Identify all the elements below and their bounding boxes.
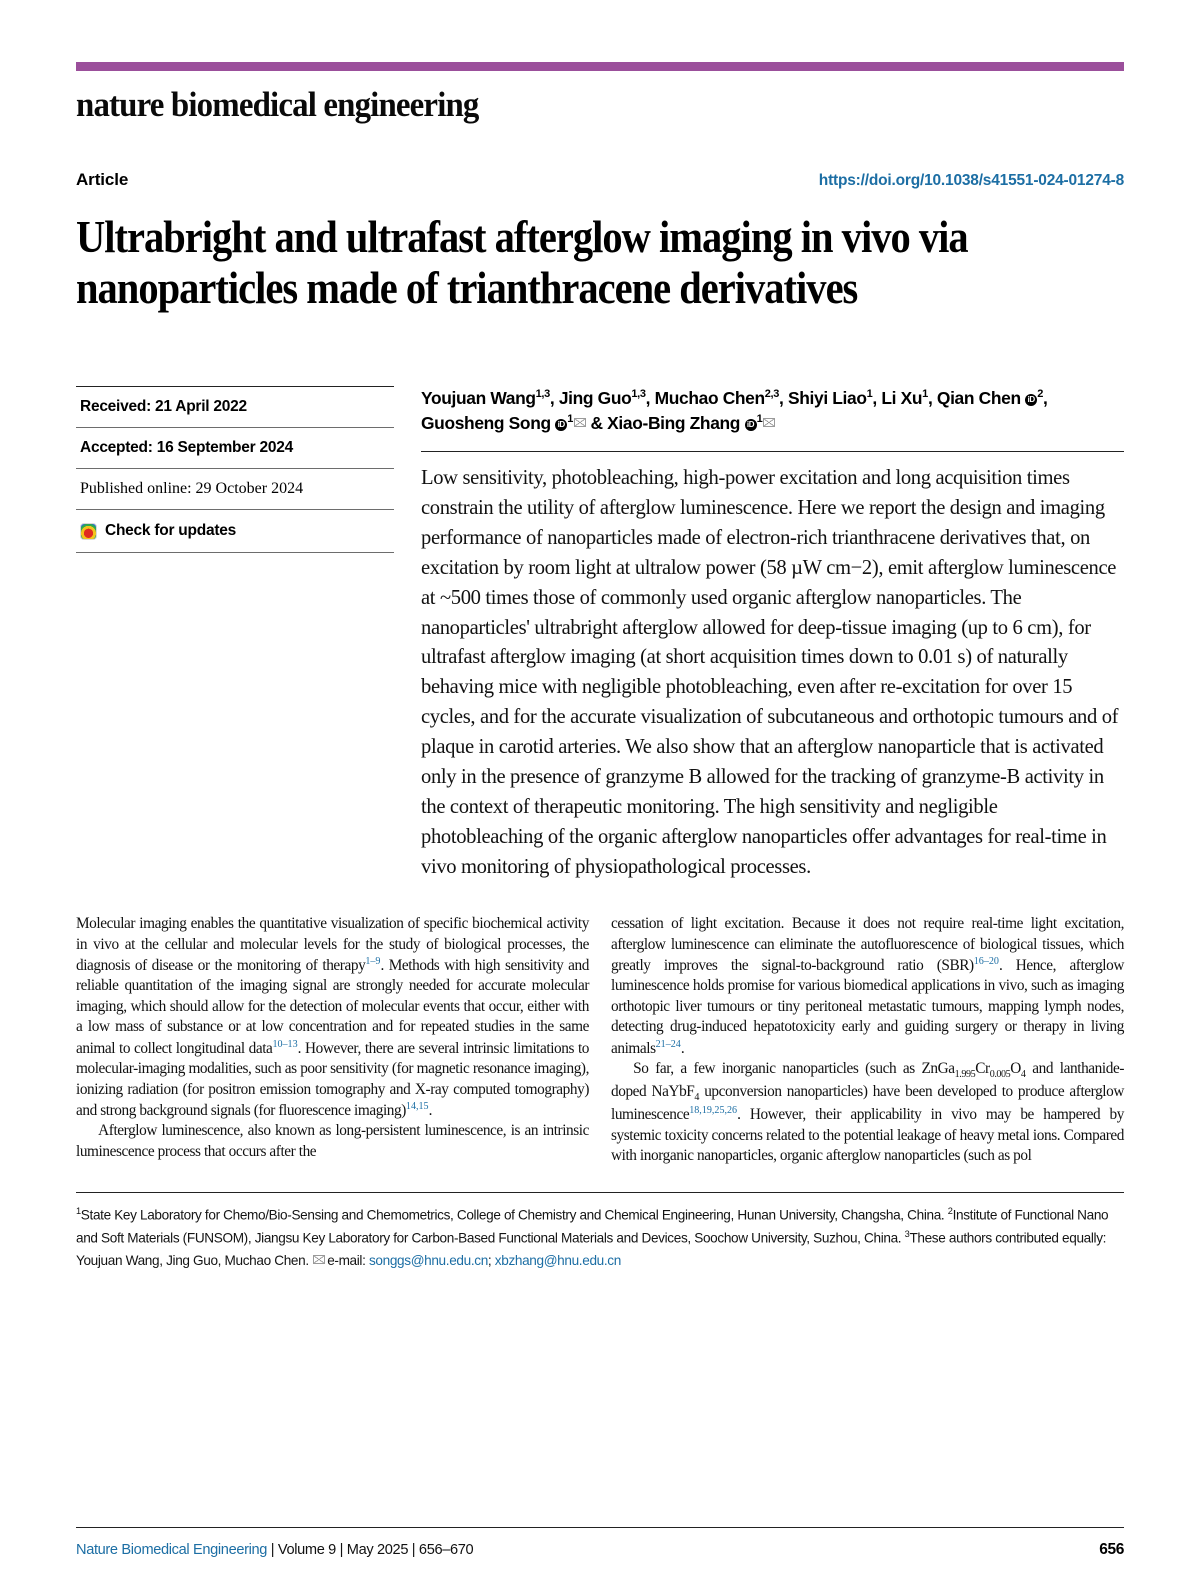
- affiliations-text: $^1$State Key Laboratory for Chemo/Bio-Sensing and Chemometrics, College of Chemistry and Chemical Engineering, Hunan University, Changsha, China. $^2$Institute of Functional Nano and Soft Materials (FUNSOM), Jiangsu Key Laboratory for Carbon-Based Functional Materials and Devices, Soochow University, Suzhou, China. $^3$These authors contributed equally: Youjuan Wang, Jing Guo, Muchao Chen. e-mail: songgs@hnu.edu.cn; xbzhang@hnu.edu.cn: [76, 1206, 1109, 1268]
- footer-journal-name: Nature Biomedical Engineering: [76, 1542, 268, 1558]
- publication-dates-panel: [76, 386, 412, 553]
- body-paragraph: cessation of light excitation. Because it does not require real-time light excitation, afterglow luminescence can eliminate the autofluorescence of biological tissues, which greatly improves the signal-to-background ratio (SBR)$^{16-20}$. Hence, afterglow luminescence holds promise for various biomedical applications in vivo, such as imaging orthotopic liver tumours or tiny peritoneal metastatic tumours, mapping lymph nodes, detecting drug-induced hepatotoxicity early and guiding surgery or therapy in living animals$^{21-24}$.: [611, 915, 1124, 1057]
- body-column-right: [611, 914, 1124, 1166]
- author-list: [421, 386, 1124, 435]
- orcid-icon[interactable]: iD: [745, 419, 757, 431]
- citation-reference[interactable]: 21–24: [655, 1038, 681, 1050]
- page-footer: [76, 1527, 1124, 1559]
- email-link-1[interactable]: songgs@hnu.edu.cn: [368, 1252, 488, 1268]
- check-for-updates-label: Check for updates: [105, 522, 236, 540]
- crossmark-icon: [80, 523, 97, 540]
- body-columns: [76, 914, 1124, 1166]
- citation-reference[interactable]: 18,19,25,26: [689, 1105, 738, 1117]
- affiliations-block: [76, 1192, 1124, 1271]
- body-paragraph: Molecular imaging enables the quantitative visualization of specific biochemical activity in vivo at the cellular and molecular levels for the study of biological processes, the diagnosis of disease or the monitoring of therapy$^{1-9}$. Methods with high sensitivity and reliable quantitation of the imaging signal are strongly needed for accurate molecular imaging, which should allow for the detection of molecular events that occur, either with a low mass of substance or at low concentration and for repeated studies in the same animal to collect longitudinal data$^{10-13}$. However, there are several intrinsic limitations to molecular-imaging modalities, such as poor sensitivity (for magnetic resonance imaging), ionizing radiation (for positron emission tomography and X-ray computed tomography) and strong background signals (for fluorescence imaging)$^{14,15}$.: [76, 915, 590, 1120]
- article-header-row: [76, 170, 1124, 190]
- email-link-2[interactable]: xbzhang@hnu.edu.cn: [494, 1252, 621, 1268]
- email-icon: [313, 1255, 325, 1264]
- abstract-text: Low sensitivity, photobleaching, high-power excitation and long acquisition times constrain the utility of afterglow luminescence. Here we report the design and imaging performance of nanoparticles made of electron-rich trianthracene derivatives that, on excitation by room light at ultralow power (58 µW cm−2), emit afterglow luminescence at ~500 times those of commonly used organic afterglow nanoparticles. The nanoparticles' ultrabright afterglow allowed for deep-tissue imaging (up to 6 cm), for ultrafast afterglow imaging (at short acquisition times down to 0.01 s) of naturally behaving mice with negligible photobleaching, even after re-excitation for over 15 cycles, and for the accurate visualization of subcutaneous and orthotopic tumours and of plaque in carotid arteries. We also show that an afterglow nanoparticle that is activated only in the presence of granzyme B allowed for the tracking of granzyme-B activity in the context of therapeutic monitoring. The high sensitivity and negligible photobleaching of the organic afterglow nanoparticles offer advantages for real-time in vivo monitoring of physiopathological processes.: [421, 466, 1119, 879]
- check-for-updates-button[interactable]: [76, 510, 394, 552]
- citation-reference[interactable]: 1–9: [365, 955, 381, 967]
- doi-link[interactable]: https://doi.org/10.1038/s41551-024-01274-8: [818, 171, 1124, 189]
- citation-reference[interactable]: 16–20: [973, 955, 999, 967]
- citation-reference[interactable]: 14,15: [405, 1100, 429, 1112]
- citation-reference[interactable]: 10–13: [272, 1038, 298, 1050]
- footer-volume-info: | Volume 9 | May 2025 | 656–670: [267, 1542, 474, 1558]
- orcid-icon[interactable]: iD: [1025, 394, 1037, 406]
- footer-citation: [76, 1542, 473, 1558]
- body-paragraph: Afterglow luminescence, also known as long-persistent luminescence, is an intrinsic luminescence process that occurs after the: [76, 1122, 589, 1160]
- accepted-date: Accepted: 16 September 2024: [80, 439, 293, 457]
- author-line-1: Youjuan Wang$^{1,3}$, Jing Guo$^{1,3}$, Muchao Chen$^{2,3}$, Shiyi Liao$^1$, Li Xu$^1$, Qian Chen iD $^2$,: [421, 388, 1048, 409]
- abstract-panel: [412, 386, 1124, 883]
- body-column-left: [76, 914, 589, 1166]
- received-date: Received: 21 April 2022: [80, 398, 247, 416]
- email-icon[interactable]: [574, 418, 586, 427]
- published-online-date: Published online: 29 October 2024: [80, 480, 304, 498]
- email-icon[interactable]: [763, 418, 775, 427]
- body-paragraph: So far, a few inorganic nanoparticles (such as $ZnGa_{1.995}Cr_{0.005}O_4$ and lanthanide-doped NaYbF$_4$ upconversion nanoparticles) have been developed to produce afterglow luminescence$^{18,19,25,26}$. However, their applicability in vivo may be hampered by systemic toxicity concerns related to the potential leakage of heavy metal ions. Compared with inorganic nanoparticles, organic afterglow nanoparticles (such as pol: [611, 1060, 1124, 1165]
- author-line-2: Guosheng Song iD $^1$ & Xiao-Bing Zhang iD $^1$: [421, 413, 775, 433]
- journal-name: nature biomedical engineering: [76, 85, 479, 124]
- brand-color-bar: [76, 62, 1124, 71]
- page-number: 656: [1099, 1541, 1124, 1558]
- article-type-kicker: Article: [76, 169, 129, 189]
- divider: [76, 552, 394, 553]
- orcid-icon[interactable]: iD: [555, 419, 567, 431]
- metadata-and-abstract: [76, 386, 1124, 883]
- page-title: Ultrabright and ultrafast afterglow imaging in vivo via nanoparticles made of trianthracene derivatives: [76, 211, 968, 314]
